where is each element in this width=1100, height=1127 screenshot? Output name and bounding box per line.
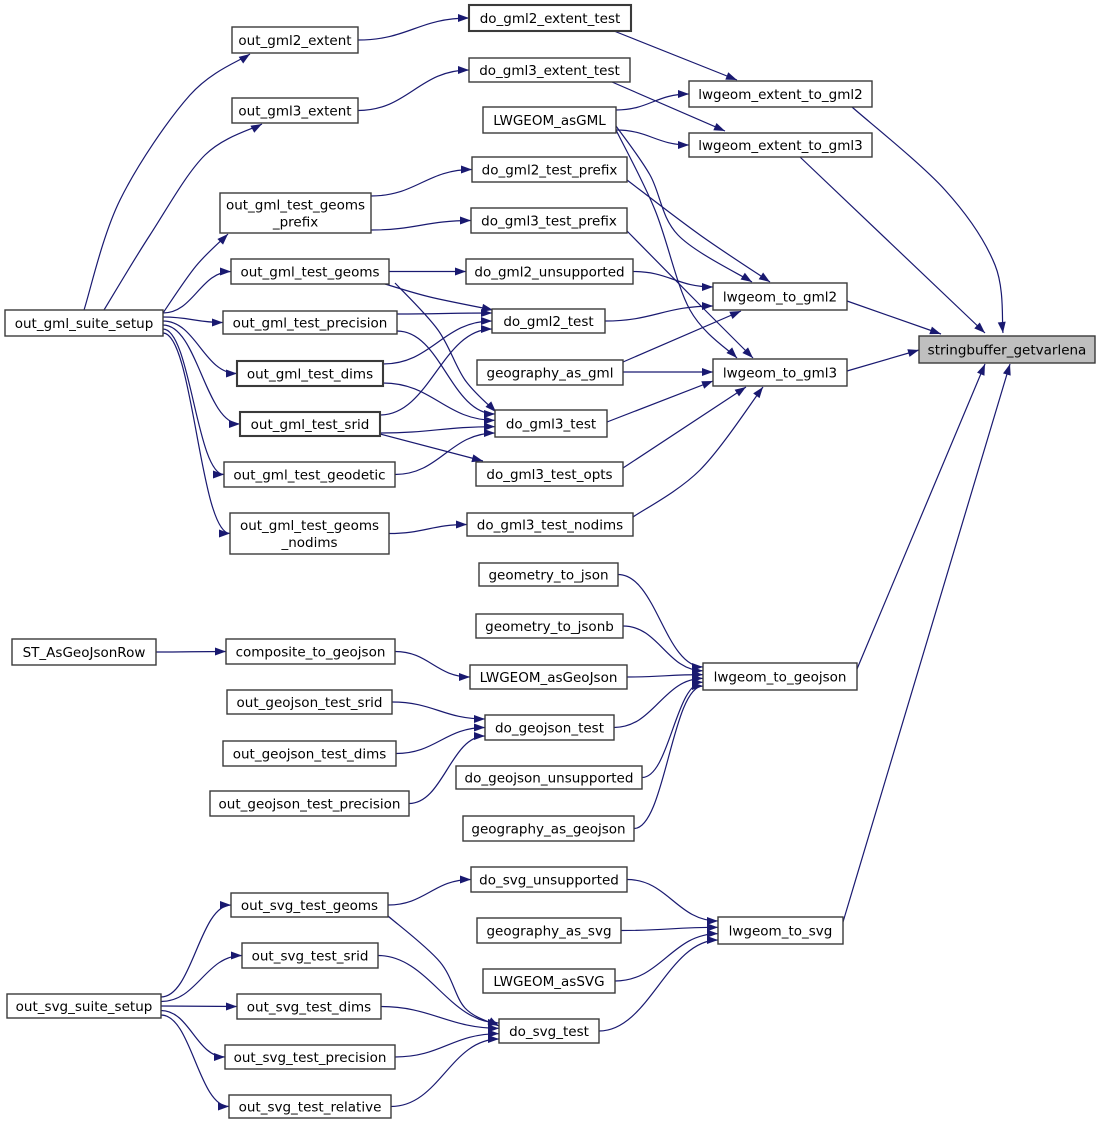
node-lwgeom_extent_to_gml3[interactable] <box>689 133 872 157</box>
node-geometry_to_jsonb[interactable] <box>476 614 623 638</box>
edge-out_gml_test_geoms_prefix--do_gml2_test_prefix <box>371 170 472 197</box>
edge-lwgeom_to_gml3--stringbuffer_getvarlena <box>847 350 919 371</box>
edge-LWGEOM_asGeoJson--lwgeom_to_geojson <box>627 675 703 677</box>
node-label-out_gml_test_geodetic: out_gml_test_geodetic <box>233 467 386 484</box>
arrowhead-lwgeom_to_geojson--stringbuffer_getvarlena <box>977 364 985 376</box>
node-label-out_svg_test_precision: out_svg_test_precision <box>233 1050 387 1066</box>
edge-do_gml3_test_opts--lwgeom_to_gml3 <box>623 387 746 468</box>
edge-out_svg_test_relative--do_svg_test <box>391 1039 499 1107</box>
node-out_gml_test_geoms_prefix[interactable] <box>220 193 371 233</box>
arrowhead-out_gml_test_geoms--do_gml2_unsupported <box>455 268 466 276</box>
edge-composite_to_geojson--LWGEOM_asGeoJson <box>395 652 470 678</box>
edge-geography_as_geojson--lwgeom_to_geojson <box>634 686 703 829</box>
node-label-stringbuffer_getvarlena: stringbuffer_getvarlena <box>927 342 1087 359</box>
arrowhead-out_geojson_test_dims--do_geojson_test <box>474 724 485 732</box>
edge-out_gml_test_geoms--do_gml2_test <box>385 284 493 310</box>
node-label-ST_AsGeoJsonRow: ST_AsGeoJsonRow <box>22 645 146 661</box>
arrowhead-out_geojson_test_srid--do_geojson_test <box>474 715 485 723</box>
node-LWGEOM_asSVG[interactable] <box>483 969 615 993</box>
arrowhead-out_gml_suite_setup--out_gml3_extent <box>250 124 262 133</box>
node-label-lwgeom_extent_to_gml3: lwgeom_extent_to_gml3 <box>698 138 863 154</box>
node-out_gml3_extent[interactable] <box>232 98 358 123</box>
arrowhead-out_svg_suite_setup--out_svg_test_relative <box>218 1103 229 1111</box>
arrowhead-lwgeom_to_gml3--stringbuffer_getvarlena <box>907 349 919 357</box>
arrowhead-out_gml3_extent--do_gml3_extent_test <box>458 66 469 74</box>
node-do_gml3_extent_test[interactable] <box>469 58 630 82</box>
node-LWGEOM_asGeoJson[interactable] <box>470 665 627 689</box>
arrowhead-out_gml_test_srid--do_gml3_test_opts <box>471 454 483 462</box>
node-label-do_gml3_test_opts: do_gml3_test_opts <box>486 467 613 483</box>
node-out_svg_test_geoms[interactable] <box>231 893 388 917</box>
edge-geography_as_gml--lwgeom_to_gml2 <box>623 311 741 362</box>
arrowhead-composite_to_geojson--LWGEOM_asGeoJson <box>459 673 470 681</box>
arrowhead-out_gml_test_precision--do_gml3_test <box>484 410 495 418</box>
node-out_geojson_test_dims[interactable] <box>223 741 396 766</box>
node-out_gml_test_precision[interactable] <box>223 311 397 334</box>
node-label-lwgeom_to_gml3: lwgeom_to_gml3 <box>722 365 838 382</box>
node-label-do_gml2_test_prefix: do_gml2_test_prefix <box>481 162 618 179</box>
edge-lwgeom_extent_to_gml2--stringbuffer_getvarlena <box>852 107 1003 333</box>
node-label-do_geojson_unsupported: do_geojson_unsupported <box>464 770 634 787</box>
arrowhead-out_svg_suite_setup--out_svg_test_geoms <box>220 901 231 909</box>
edge-lwgeom_to_gml2--stringbuffer_getvarlena <box>847 301 941 334</box>
node-out_svg_test_srid[interactable] <box>242 943 378 968</box>
node-out_gml2_extent[interactable] <box>232 27 358 53</box>
edge-out_gml_suite_setup--out_gml_test_geoms_prefix <box>163 234 228 313</box>
arrowhead-LWGEOM_asGML--lwgeom_to_gml2 <box>741 273 752 282</box>
node-label-out_gml2_extent: out_gml2_extent <box>238 33 352 49</box>
node-label-lwgeom_to_gml2: lwgeom_to_gml2 <box>722 289 838 306</box>
edge-LWGEOM_asSVG--lwgeom_to_svg <box>615 934 718 981</box>
edge-geometry_to_json--lwgeom_to_geojson <box>618 575 703 668</box>
arrowhead-lwgeom_to_svg--stringbuffer_getvarlena <box>1003 364 1011 376</box>
edge-out_svg_test_srid--do_svg_test <box>378 956 499 1024</box>
node-label-do_gml2_test: do_gml2_test <box>503 314 594 330</box>
node-label-geography_as_svg: geography_as_svg <box>486 923 612 940</box>
node-label-out_geojson_test_dims: out_geojson_test_dims <box>232 746 387 763</box>
edge-out_gml_test_dims--do_gml2_test <box>383 321 492 364</box>
node-out_gml_test_srid[interactable] <box>240 412 380 436</box>
edge-out_gml_test_geoms_prefix--do_gml3_test_prefix <box>371 221 471 231</box>
node-out_gml_test_geoms_nodims[interactable] <box>230 513 389 554</box>
edge-out_gml_suite_setup--out_gml_test_geoms <box>163 272 231 314</box>
arrowhead-out_gml_suite_setup--out_gml_test_dims <box>226 370 237 378</box>
arrowhead-do_gml3_test--lwgeom_to_gml3 <box>701 381 713 389</box>
node-label-line-0: out_gml_test_geoms <box>239 518 380 534</box>
arrowhead-out_gml_test_geoms_prefix--do_gml3_test_prefix <box>460 217 471 225</box>
arrowhead-out_gml2_extent--do_gml2_extent_test <box>458 14 469 22</box>
node-do_gml2_extent_test[interactable] <box>469 5 631 31</box>
edge-do_svg_unsupported--lwgeom_to_svg <box>627 880 718 922</box>
node-label-geography_as_geojson: geography_as_geojson <box>471 821 626 838</box>
arrowhead-lwgeom_extent_to_gml2--stringbuffer_getvarlena <box>998 322 1006 333</box>
node-geography_as_gml[interactable] <box>477 360 623 385</box>
edge-do_gml2_test--lwgeom_to_gml2 <box>605 306 713 321</box>
node-do_gml2_test_prefix[interactable] <box>472 157 627 182</box>
node-label-do_svg_test: do_svg_test <box>509 1024 589 1040</box>
node-geography_as_geojson[interactable] <box>463 816 634 841</box>
arrowhead-out_geojson_test_precision--do_geojson_test <box>474 732 485 740</box>
edge-out_gml_test_srid--do_gml3_test <box>380 427 495 433</box>
node-out_svg_test_precision[interactable] <box>225 1045 395 1069</box>
arrowhead-out_gml_test_geodetic--do_gml3_test <box>484 429 495 437</box>
node-label-out_gml_test_srid: out_gml_test_srid <box>250 417 370 433</box>
node-do_gml3_test_prefix[interactable] <box>471 208 627 233</box>
node-label-do_gml2_extent_test: do_gml2_extent_test <box>479 11 621 27</box>
edge-out_svg_suite_setup--out_svg_test_dims <box>161 1006 237 1007</box>
node-stringbuffer_getvarlena <box>919 336 1095 363</box>
edge-out_svg_suite_setup--out_svg_test_relative <box>161 1015 229 1107</box>
edge-do_gml3_test--lwgeom_to_gml3 <box>607 381 713 422</box>
edge-out_gml_test_precision--do_gml2_test <box>397 313 492 314</box>
node-out_gml_test_geoms[interactable] <box>231 259 389 284</box>
edge-out_gml_test_srid--do_gml3_test_opts <box>380 434 483 461</box>
edge-out_svg_test_dims--do_svg_test <box>381 1007 499 1029</box>
arrowhead-out_svg_suite_setup--out_svg_test_srid <box>231 952 242 960</box>
node-geography_as_svg[interactable] <box>477 918 621 943</box>
arrowhead-LWGEOM_asGML--lwgeom_extent_to_gml2 <box>678 90 689 98</box>
arrowhead-out_gml_test_srid--do_gml2_test <box>481 325 492 333</box>
arrowhead-out_gml_test_dims--do_gml3_test <box>484 416 495 424</box>
arrowhead-out_svg_suite_setup--out_svg_test_dims <box>226 1003 237 1011</box>
node-label-out_gml_test_geoms: out_gml_test_geoms <box>240 264 380 281</box>
edge-do_gml3_test_nodims--lwgeom_to_gml3 <box>633 387 763 517</box>
edge-out_gml_test_geoms_nodims--do_gml3_test_nodims <box>389 525 467 534</box>
node-label-LWGEOM_asGML: LWGEOM_asGML <box>493 113 606 129</box>
node-label-out_svg_suite_setup: out_svg_suite_setup <box>15 999 153 1015</box>
arrowhead-out_gml_suite_setup--out_gml_test_geoms <box>220 268 231 276</box>
node-out_geojson_test_precision[interactable] <box>210 791 409 816</box>
edge-out_gml_test_srid--do_gml2_test <box>380 329 492 415</box>
node-label-do_geojson_test: do_geojson_test <box>495 720 604 737</box>
node-do_gml3_test_nodims[interactable] <box>467 513 633 536</box>
node-do_svg_unsupported[interactable] <box>471 867 627 892</box>
node-do_gml2_test[interactable] <box>492 309 605 333</box>
arrowhead-lwgeom_to_gml2--stringbuffer_getvarlena <box>929 327 941 335</box>
node-label-do_gml2_unsupported: do_gml2_unsupported <box>474 264 625 281</box>
edge-lwgeom_to_geojson--stringbuffer_getvarlena <box>857 364 985 669</box>
edge-out_svg_suite_setup--out_svg_test_precision <box>161 1011 225 1058</box>
arrowhead-out_gml_suite_setup--out_gml2_extent <box>239 54 250 64</box>
arrowhead-ST_AsGeoJsonRow--composite_to_geojson <box>215 648 226 656</box>
node-label-do_gml3_test_nodims: do_gml3_test_nodims <box>476 517 624 534</box>
arrowhead-geography_as_gml--lwgeom_to_gml3 <box>702 368 713 376</box>
node-label-out_gml3_extent: out_gml3_extent <box>238 103 352 120</box>
edge-out_gml2_extent--do_gml2_extent_test <box>358 18 469 40</box>
node-label-geometry_to_json: geometry_to_json <box>488 567 609 584</box>
node-label-geography_as_gml: geography_as_gml <box>486 365 614 382</box>
arrowhead-out_gml_test_dims--do_gml2_test <box>481 317 492 325</box>
node-label-composite_to_geojson: composite_to_geojson <box>235 644 386 661</box>
arrowhead-LWGEOM_asSVG--lwgeom_to_svg <box>707 930 718 938</box>
arrowhead-out_svg_suite_setup--out_svg_test_precision <box>214 1053 225 1061</box>
node-label-out_gml_test_dims: out_gml_test_dims <box>246 366 374 383</box>
node-lwgeom_to_gml3[interactable] <box>713 359 847 386</box>
edge-out_geojson_test_srid--do_geojson_test <box>392 702 485 719</box>
edge-do_geojson_unsupported--lwgeom_to_geojson <box>642 682 703 777</box>
edge-do_svg_test--lwgeom_to_svg <box>599 940 718 1031</box>
arrowhead-geography_as_gml--lwgeom_to_gml2 <box>729 311 741 319</box>
node-lwgeom_extent_to_gml2[interactable] <box>689 81 872 107</box>
node-out_svg_suite_setup[interactable] <box>7 994 161 1018</box>
node-label-do_gml3_test: do_gml3_test <box>505 416 597 433</box>
arrowhead-out_gml_suite_setup--out_gml_test_precision <box>212 319 223 327</box>
node-lwgeom_to_gml2[interactable] <box>713 283 847 310</box>
node-label-out_svg_test_relative: out_svg_test_relative <box>238 1099 382 1116</box>
edge-do_gml2_unsupported--lwgeom_to_gml2 <box>633 272 713 288</box>
node-do_gml2_unsupported[interactable] <box>466 259 633 284</box>
node-label-do_gml3_test_prefix: do_gml3_test_prefix <box>481 213 617 230</box>
arrowhead-out_gml_suite_setup--out_gml_test_srid <box>229 420 240 428</box>
arrowhead-geography_as_svg--lwgeom_to_svg <box>707 923 718 931</box>
node-out_svg_test_relative[interactable] <box>229 1095 391 1118</box>
node-label-out_geojson_test_srid: out_geojson_test_srid <box>236 695 383 711</box>
node-label-lwgeom_extent_to_gml2: lwgeom_extent_to_gml2 <box>698 87 863 103</box>
node-geometry_to_json[interactable] <box>479 563 618 586</box>
arrowhead-do_gml3_test_opts--lwgeom_to_gml3 <box>735 387 746 396</box>
edge-out_gml_test_dims--do_gml3_test <box>383 383 495 420</box>
arrowhead-out_svg_test_relative--do_svg_test <box>488 1035 499 1043</box>
arrowhead-out_svg_test_geoms--do_svg_unsupported <box>460 876 471 884</box>
node-label-out_gml_suite_setup: out_gml_suite_setup <box>14 316 154 332</box>
node-do_geojson_unsupported[interactable] <box>456 766 642 789</box>
node-label-out_svg_test_geoms: out_svg_test_geoms <box>240 898 379 914</box>
node-do_gml3_test[interactable] <box>495 410 607 437</box>
arrowhead-LWGEOM_asGML--lwgeom_to_gml3 <box>726 347 737 358</box>
node-out_geojson_test_srid[interactable] <box>227 690 392 714</box>
node-lwgeom_to_svg[interactable] <box>718 917 843 944</box>
node-label-out_svg_test_srid: out_svg_test_srid <box>251 948 369 965</box>
arrowhead-do_svg_unsupported--lwgeom_to_svg <box>707 917 718 925</box>
node-label-line-1: _prefix <box>272 214 319 231</box>
node-out_gml_suite_setup[interactable] <box>5 310 163 336</box>
node-out_gml_test_geodetic[interactable] <box>224 462 395 487</box>
node-label-line-1: _nodims <box>281 535 338 551</box>
node-do_svg_test[interactable] <box>499 1019 599 1043</box>
node-label-lwgeom_to_svg: lwgeom_to_svg <box>728 923 833 940</box>
node-LWGEOM_asGML[interactable] <box>483 107 616 133</box>
node-label-lwgeom_to_geojson: lwgeom_to_geojson <box>713 669 847 686</box>
edge-out_gml_test_geoms--do_gml3_test <box>395 283 496 412</box>
edge-out_gml3_extent--do_gml3_extent_test <box>358 70 469 111</box>
node-label-do_svg_unsupported: do_svg_unsupported <box>479 872 619 889</box>
arrowhead-do_gml2_test--lwgeom_to_gml2 <box>702 302 713 310</box>
node-do_gml3_test_opts[interactable] <box>476 462 623 486</box>
edge-do_gml2_extent_test--lwgeom_extent_to_gml2 <box>614 31 737 80</box>
arrowhead-do_gml2_unsupported--lwgeom_to_gml2 <box>702 283 713 291</box>
node-label-LWGEOM_asSVG: LWGEOM_asSVG <box>493 974 605 990</box>
arrowhead-do_gml3_test_nodims--lwgeom_to_gml3 <box>753 387 763 398</box>
edge-out_svg_test_geoms--do_svg_unsupported <box>388 880 471 906</box>
node-label-line-0: out_gml_test_geoms <box>225 197 366 214</box>
node-do_geojson_test[interactable] <box>485 715 614 740</box>
arrowhead-LWGEOM_asGML--lwgeom_extent_to_gml3 <box>678 141 689 149</box>
node-label-out_gml_test_precision: out_gml_test_precision <box>232 315 388 332</box>
node-label-out_geojson_test_precision: out_geojson_test_precision <box>218 796 401 813</box>
node-out_gml_test_dims[interactable] <box>237 361 383 386</box>
node-label-do_gml3_extent_test: do_gml3_extent_test <box>479 63 620 79</box>
edge-out_svg_test_precision--do_svg_test <box>395 1034 499 1057</box>
edge-out_svg_suite_setup--out_svg_test_srid <box>161 956 242 1002</box>
node-label-out_svg_test_dims: out_svg_test_dims <box>246 999 372 1016</box>
arrowhead-do_svg_test--lwgeom_to_svg <box>707 936 718 944</box>
arrowhead-out_gml_test_geoms_nodims--do_gml3_test_nodims <box>456 521 467 529</box>
node-ST_AsGeoJsonRow[interactable] <box>12 639 156 665</box>
node-lwgeom_to_geojson[interactable] <box>703 663 857 690</box>
node-label-geometry_to_jsonb: geometry_to_jsonb <box>485 619 614 635</box>
arrowhead-out_gml_test_srid--do_gml3_test <box>484 423 495 431</box>
edge-geography_as_svg--lwgeom_to_svg <box>621 927 718 930</box>
arrowhead-do_gml3_extent_test--lwgeom_extent_to_gml3 <box>713 123 725 131</box>
arrowhead-do_gml2_extent_test--lwgeom_extent_to_gml2 <box>725 72 737 80</box>
node-label-LWGEOM_asGeoJson: LWGEOM_asGeoJson <box>479 670 618 686</box>
node-composite_to_geojson[interactable] <box>226 639 395 664</box>
arrowhead-out_gml_test_geoms_prefix--do_gml2_test_prefix <box>461 166 472 174</box>
node-out_svg_test_dims[interactable] <box>237 994 381 1019</box>
arrowhead-do_gml2_test_prefix--lwgeom_to_gml2 <box>759 273 770 282</box>
